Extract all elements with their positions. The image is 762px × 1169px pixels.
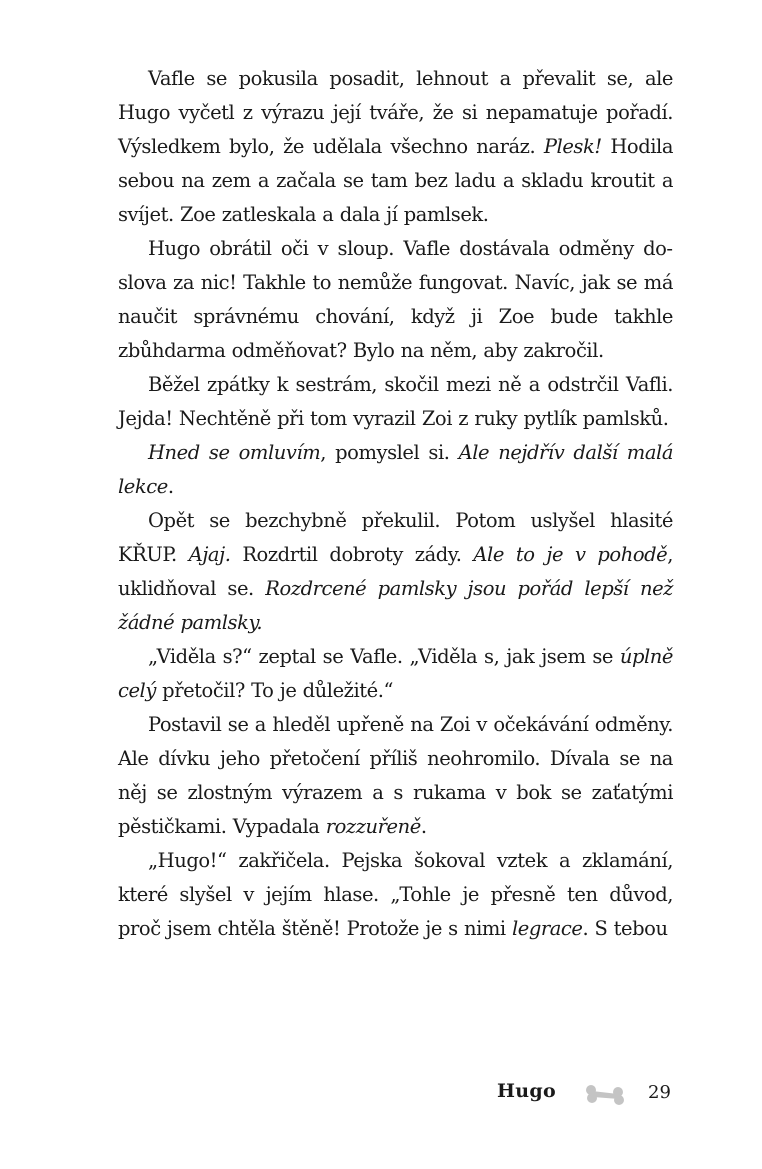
paragraph: [118, 232, 673, 368]
italic-text: Hned se omluvím: [148, 441, 321, 464]
text-segment: „Viděla s?“ zeptal se Vafle. „Viděla s, jak jsem se: [148, 645, 620, 668]
page-body: [118, 62, 673, 946]
text-segment: .: [167, 475, 174, 498]
text-segment: Hodila sebou na zem a začala se tam bez ladu a skladu kroutit a svíjet. Zoe zatleskala a dala jí pamlsek.: [118, 135, 673, 226]
text-segment: Běžel zpátky k sestrám, skočil mezi ně a odstrčil Vafli. Jejda! Nechtěně při tom vyrazil Zoi z ruky pytlík pamlsků.: [118, 373, 673, 430]
italic-text: Ale nejdřív další malá lekce: [118, 441, 673, 498]
page-footer: [0, 1078, 762, 1118]
text-segment: Hugo obrátil oči v sloup. Vafle dostávala odměny doslova za nic! Takhle to nemůže fungovat. Navíc, jak se má naučit správnému chování, když ji Zoe bude takhle zbůhdarma odměňovat? Bylo na něm, aby zakročil.: [118, 237, 673, 362]
bone-icon: [585, 1084, 625, 1106]
paragraph: [118, 62, 673, 232]
paragraph: [118, 640, 673, 708]
italic-text: úplně celý: [118, 645, 673, 702]
text-segment: přetočil? To je důležité.“: [155, 679, 394, 702]
italic-text: rozzuřeně: [325, 815, 421, 838]
text-segment: .: [420, 815, 427, 838]
paragraph: [118, 504, 673, 640]
italic-text: Plesk!: [543, 135, 602, 158]
text-segment: Rozdrtil dobroty zády.: [230, 543, 474, 566]
running-head: Hugo: [497, 1080, 556, 1102]
text-segment: , pomyslel si.: [320, 441, 459, 464]
text-segment: „Hugo!“ zakřičela. Pejska šokoval vztek a zklamání, které slyšel v jejím hlase. „Tohle je přesně ten důvod, proč jsem chtěla štěně! Protože je s nimi: [118, 849, 673, 940]
paragraph: [118, 436, 673, 504]
paragraph: [118, 368, 673, 436]
text-segment: Vafle se pokusila posadit, lehnout a převalit se, ale Hugo vyčetl z výrazu její tváře, že si nepamatuje pořadí. Výsledkem bylo, že udělala všechno naráz.: [118, 67, 673, 158]
paragraph: [118, 708, 673, 844]
text-segment: , uklidňoval se.: [118, 543, 673, 600]
page-number: 29: [648, 1082, 671, 1103]
italic-text: legrace: [511, 917, 583, 940]
text-segment: . S tebou: [582, 917, 668, 940]
text-segment: Postavil se a hleděl upřeně na Zoi v očekávání odměny. Ale dívku jeho přetočení příliš neohromilo. Dívala se na něj se zlostným výrazem a s rukama v bok se zaťatými pěstičkami. Vypadala: [118, 713, 673, 838]
paragraph: [118, 844, 673, 946]
text-segment: Opět se bezchybně překulil. Potom uslyšel hlasité KŘUP.: [118, 509, 673, 566]
italic-text: Ale to je v pohodě: [473, 543, 668, 566]
italic-text: Rozdrcené pamlsky jsou pořád lepší než žádné pamlsky.: [118, 577, 673, 634]
italic-text: Ajaj.: [188, 543, 231, 566]
